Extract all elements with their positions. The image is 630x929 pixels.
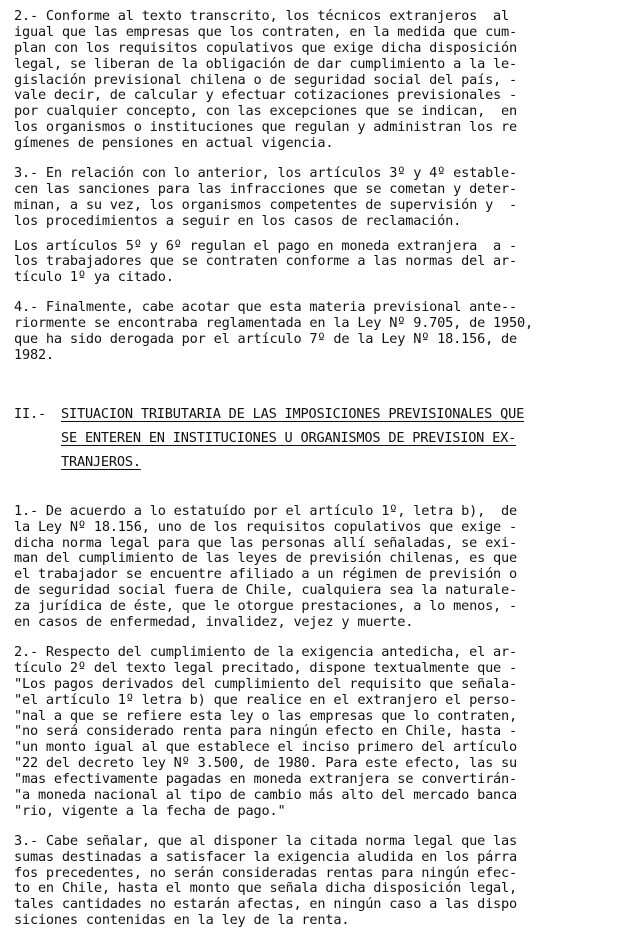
- text-line: plan con los requisitos copulativos que exige dicha disposición: [14, 39, 518, 56]
- text-line: 3.- Cabe señalar, que al disponer la citada norma legal que las: [14, 832, 518, 849]
- section-ii-paragraph-3: [14, 834, 620, 929]
- text-line: de seguridad social fuera de Chile, cualquiera sea la naturale-: [14, 582, 518, 599]
- text-line: "nal a que se refiere esta ley o las empresas que lo contraten,: [14, 707, 518, 724]
- section-number: II.-: [14, 405, 46, 422]
- text-line: los trabajadores que se contraten conforme a las normas del ar-: [14, 253, 518, 270]
- section-title-line: SITUACION TRIBUTARIA DE LAS IMPOSICIONES PREVISIONALES QUE: [61, 405, 525, 422]
- text-line: siciones contenidas en la ley de la renta.: [14, 912, 350, 929]
- text-line: los organismos o instituciones que regulan y administran los re: [14, 119, 518, 136]
- text-line: tales cantidades no estarán afectas, en ningún caso a las dispo: [14, 896, 518, 913]
- text-line: riormente se encontraba reglamentada en la Ley Nº 9.705, de 1950,: [14, 315, 533, 332]
- text-line: 1982.: [14, 346, 54, 363]
- paragraph-3b-pago-moneda-extranjera: [14, 239, 620, 287]
- text-line: "a moneda nacional al tipo de cambio más alto del mercado banca: [14, 786, 518, 803]
- text-line: man del cumplimiento de las leyes de previsión chilenas, es que: [14, 550, 518, 567]
- text-line: za jurídica de éste, que le otorgue prestaciones, a lo menos, -: [14, 598, 518, 615]
- text-line: 2.- Conforme al texto transcrito, los técnicos extranjeros al: [14, 8, 510, 24]
- text-line: minan, a su vez, los organismos competentes de supervisión y -: [14, 196, 518, 213]
- text-line: gímenes de pensiones en actual vigencia.: [14, 135, 334, 152]
- text-line: por cualquier concepto, con las excepciones que se indican, en: [14, 103, 518, 120]
- text-line: 4.- Finalmente, cabe acotar que esta materia previsional ante--: [14, 299, 518, 316]
- text-line: tículo 1º ya citado.: [14, 269, 174, 286]
- paragraph-4-finalmente: [14, 300, 620, 364]
- text-line: dicha norma legal para que las personas allí señaladas, se exi-: [14, 534, 518, 551]
- text-line: vale decir, de calcular y efectuar cotizaciones previsionales -: [14, 87, 518, 104]
- text-line: en casos de enfermedad, invalidez, vejez y muerte.: [14, 614, 414, 631]
- text-line: Los artículos 5º y 6º regulan el pago en moneda extranjera a -: [14, 237, 518, 254]
- text-line: igual que las empresas que los contraten, en la medida que cum-: [14, 23, 518, 40]
- text-line: la Ley Nº 18.156, uno de los requisitos copulativos que exige -: [14, 518, 518, 535]
- text-line: 1.- De acuerdo a lo estatuído por el artículo 1º, letra b), de: [14, 502, 518, 519]
- text-line: que ha sido derogada por el artículo 7º de la Ley Nº 18.156, de: [14, 331, 518, 348]
- text-line: "mas efectivamente pagadas en moneda extranjera se convertirán-: [14, 771, 518, 788]
- text-line: tículo 2º del texto legal precitado, dispone textualmente que -: [14, 659, 518, 676]
- text-line: gislación previsional chilena o de seguridad social del país, -: [14, 71, 518, 88]
- text-line: los procedimientos a seguir en los casos de reclamación.: [14, 212, 462, 229]
- section-title-line: SE ENTEREN EN INSTITUCIONES U ORGANISMOS DE PREVISION EX-: [61, 429, 517, 446]
- text-line: "el artículo 1º letra b) que realice en el extranjero el perso-: [14, 691, 518, 708]
- paragraph-3-sanciones: [14, 166, 620, 230]
- section-ii-paragraph-1: [14, 504, 620, 631]
- text-line: "Los pagos derivados del cumplimiento del requisito que señala-: [14, 675, 518, 692]
- text-line: to en Chile, hasta el monto que señala dicha disposición legal,: [14, 880, 518, 897]
- section-ii-paragraph-2: [14, 645, 620, 820]
- text-line: cen las sanciones para las infracciones que se cometan y deter-: [14, 180, 518, 197]
- text-line: 2.- Respecto del cumplimiento de la exigencia antedicha, el ar-: [14, 643, 518, 660]
- text-line: fos precedentes, no serán consideradas rentas para ningún efec-: [14, 864, 518, 881]
- document-page: [14, 9, 620, 929]
- text-line: "rio, vigente a la fecha de pago.": [14, 802, 286, 819]
- text-line: "no será considerado renta para ningún efecto en Chile, hasta -: [14, 723, 518, 740]
- section-ii-heading: [14, 402, 620, 474]
- text-line: legal, se liberan de la obligación de dar cumplimiento a la le-: [14, 55, 518, 72]
- text-line: sumas destinadas a satisfacer la exigencia aludida en los párra: [14, 848, 518, 865]
- text-line: "un monto igual al que establece el inciso primero del artículo: [14, 739, 518, 756]
- text-line: 3.- En relación con lo anterior, los artículos 3º y 4º estable-: [14, 165, 518, 182]
- paragraph-2-tecnicos-extranjeros: [14, 9, 620, 152]
- section-title-line: TRANJEROS.: [61, 453, 141, 470]
- text-line: el trabajador se encuentre afiliado a un régimen de previsión o: [14, 566, 518, 583]
- text-line: "22 del decreto ley Nº 3.500, de 1980. Para este efecto, las su: [14, 755, 518, 772]
